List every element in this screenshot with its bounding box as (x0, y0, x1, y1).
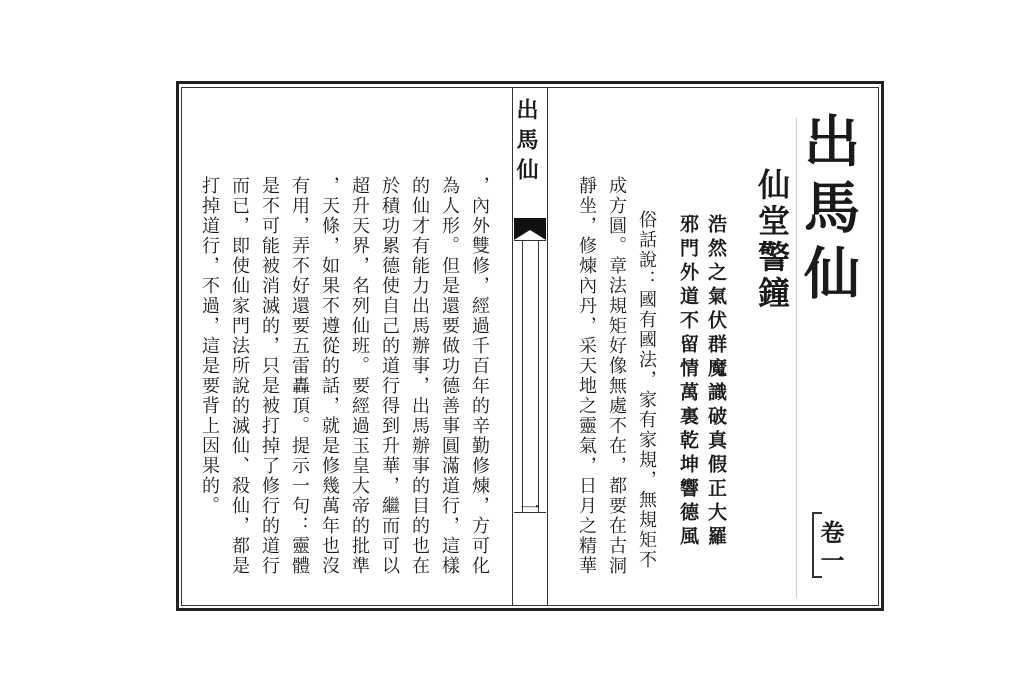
body-text-line: 於積功累德使自己的道行得到升華，繼而可以 (379, 176, 400, 576)
body-text-line: 為人形。但是還要做功德善事圓滿道行，這樣 (439, 176, 460, 576)
body-text-line: 而已，即使仙家門法所說的滅仙、殺仙，都是 (229, 176, 250, 576)
body-text-line: ，內外雙修，經過千百年的辛勤修煉，方可化 (469, 176, 490, 576)
fish-tail-mark-icon (514, 218, 546, 240)
subtitle: 仙堂警鐘 (753, 168, 791, 312)
body-text-line: 俗話說：國有國法，家有家規，無規矩不 (636, 210, 657, 570)
spine-rule-top (514, 240, 546, 241)
body-text-line: 有用，弄不好還要五雷轟頂。提示一句：靈體 (289, 176, 310, 576)
spine-rule-right (538, 240, 539, 512)
body-text-line: 超升天界，名列仙班。要經過玉皇大帝的批準 (349, 176, 370, 576)
body-text-line: 打掉道行，不過，這是要背上因果的。 (199, 176, 220, 516)
main-title: 出馬仙 (795, 112, 861, 310)
body-text-line: 是不可能被消滅的，只是被打掉了修行的道行 (259, 176, 280, 576)
body-text-line: 的仙才有能力出馬辦事，出馬辦事的目的也在 (409, 176, 430, 576)
spine-title: 出馬仙 (513, 98, 539, 188)
page-number: 一 (520, 496, 540, 520)
spine-rule-left (522, 240, 523, 512)
verse-line: 浩然之氣伏群魔識破真假正大羅 (705, 214, 727, 550)
body-text-line: 靜坐，修煉內丹，采天地之靈氣，日月之精華 (576, 176, 597, 576)
volume-label: 卷一 (816, 520, 845, 576)
body-text-line: ，天條，如果不遵從的話，就是修幾萬年也沒 (319, 176, 340, 576)
body-text-line: 成方圓。章法規矩好像無處不在，都要在古洞 (606, 176, 627, 576)
verse-line: 邪門外道不留情萬裏乾坤響德風 (677, 214, 699, 550)
